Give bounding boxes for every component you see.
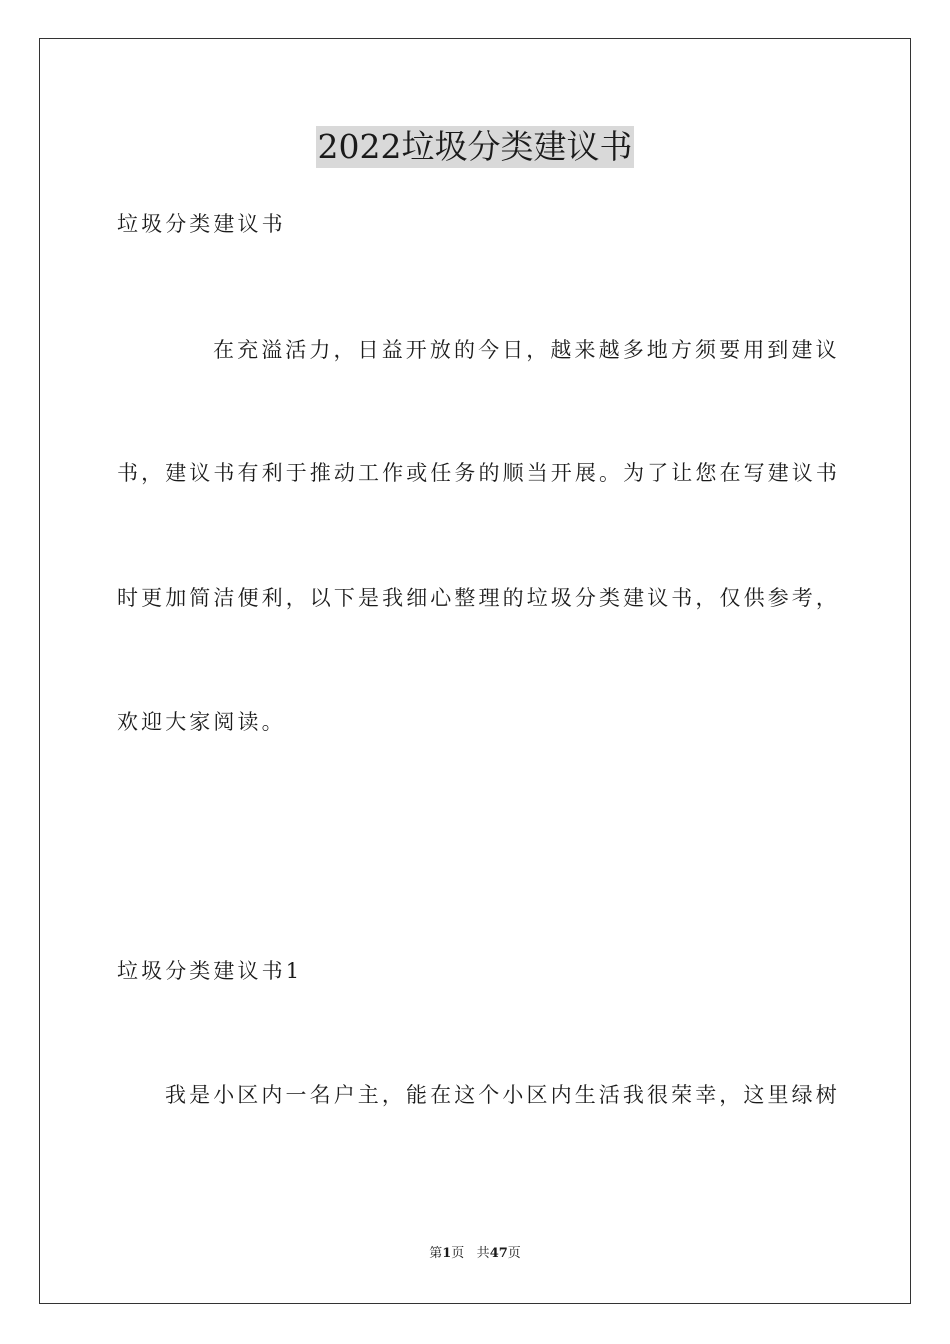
page-footer [0, 1245, 950, 1263]
page-number: 1 [442, 1246, 452, 1261]
document-title: 2022垃圾分类建议书 [317, 127, 633, 166]
paragraph-line: 我是小区内一名户主，能在这个小区内生活我很荣幸，这里绿树 [165, 1083, 840, 1107]
paragraph-line: 书，建议书有利于推动工作或任务的顺当开展。为了让您在写建议书 [117, 461, 840, 485]
heading-line: 垃圾分类建议书 [117, 212, 286, 236]
title-container [0, 126, 950, 168]
total-prefix: 共 [476, 1246, 490, 1261]
total-suffix: 页 [507, 1246, 521, 1261]
paragraph-line: 在充溢活力，日益开放的今日，越来越多地方须要用到建议 [213, 338, 840, 362]
page-suffix: 页 [451, 1246, 465, 1261]
total-pages: 47 [489, 1246, 508, 1261]
paragraph-line: 欢迎大家阅读。 [117, 710, 286, 734]
section-heading: 垃圾分类建议书1 [117, 959, 303, 983]
paragraph-line: 时更加简洁便利，以下是我细心整理的垃圾分类建议书，仅供参考， [117, 586, 840, 610]
page-prefix: 第 [429, 1246, 443, 1261]
